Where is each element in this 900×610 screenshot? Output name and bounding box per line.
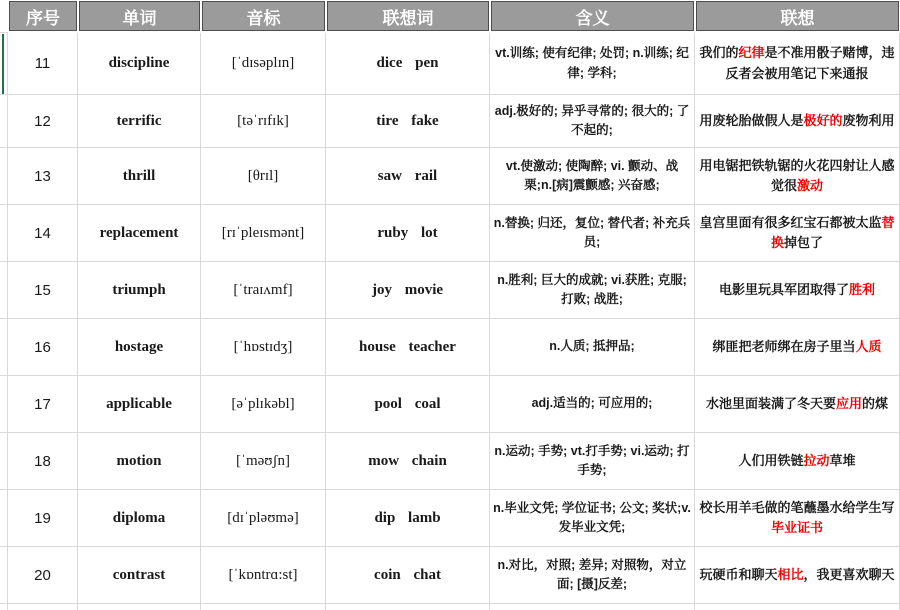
mnemonic-text: 皇宫里面有很多红宝石都被太监 xyxy=(699,214,882,230)
phonetic-cell[interactable]: [ˈhɒstɪdʒ] xyxy=(201,319,326,376)
word-cell[interactable]: contrast xyxy=(78,547,201,604)
mnemonic-segments xyxy=(698,111,896,131)
meaning-text: n.运动; 手势; vt.打手势; vi.运动; 打手势; xyxy=(494,443,690,477)
word-cell[interactable]: applicable xyxy=(78,376,201,433)
mnemonic-text: 废物利用 xyxy=(842,112,895,128)
index-cell[interactable]: 17 xyxy=(8,376,78,433)
mnemonic-segments xyxy=(698,337,896,357)
phonetic-cell[interactable]: [ˈtraɪʌmf] xyxy=(201,262,326,319)
meaning-cell[interactable] xyxy=(490,33,695,95)
word-cell[interactable]: thrill xyxy=(78,148,201,205)
header-cell-phonetic[interactable]: 音标 xyxy=(202,1,325,31)
mnemonic-cell[interactable] xyxy=(695,148,900,205)
mnemonic-cell[interactable] xyxy=(695,490,900,547)
mnemonic-highlight: 极好的 xyxy=(803,112,843,128)
mnemonic-text: 掉包了 xyxy=(784,235,824,250)
meaning-cell[interactable] xyxy=(490,433,695,490)
mnemonic-cell[interactable] xyxy=(695,376,900,433)
mnemonic-cell[interactable] xyxy=(695,319,900,376)
mnemonic-text: 是不准用骰子赌博，违反者会被用笔记下来通报 xyxy=(725,45,895,81)
meaning-cell[interactable] xyxy=(490,148,695,205)
index-cell[interactable]: 14 xyxy=(8,205,78,262)
mnemonic-segments xyxy=(698,394,896,414)
phonetic-cell[interactable]: [θrɪl] xyxy=(201,148,326,205)
mnemonic-text: 草堆 xyxy=(829,452,856,468)
gutter-cell xyxy=(0,205,8,262)
mnemonic-cell[interactable] xyxy=(695,604,900,610)
mnemonic-segments xyxy=(698,280,896,300)
association-word-cell[interactable]: saw rail xyxy=(326,148,490,205)
meaning-cell[interactable] xyxy=(490,490,695,547)
table-row xyxy=(0,433,900,490)
gutter-cell xyxy=(0,604,8,610)
mnemonic-text: 校长用羊毛做的笔蘸墨水给学生写 xyxy=(699,499,895,515)
header-cell-index[interactable]: 序号 xyxy=(9,1,77,31)
mnemonic-highlight: 应用 xyxy=(835,395,862,411)
meaning-cell[interactable] xyxy=(490,319,695,376)
association-word-cell[interactable]: coin chat xyxy=(326,547,490,604)
word-cell[interactable]: motion xyxy=(78,433,201,490)
mnemonic-text: ，我更喜欢聊天 xyxy=(803,566,895,582)
gutter-cell xyxy=(0,148,8,205)
mnemonic-text: 绑匪把老师绑在房子里当 xyxy=(712,338,856,354)
gutter-header-cell xyxy=(0,0,8,33)
meaning-cell[interactable] xyxy=(490,205,695,262)
mnemonic-highlight: 替换 xyxy=(770,214,895,250)
association-word-cell[interactable]: dice pen xyxy=(326,33,490,95)
phonetic-cell[interactable] xyxy=(201,604,326,610)
association-word-cell[interactable]: dip lamb xyxy=(326,490,490,547)
index-cell[interactable]: 15 xyxy=(8,262,78,319)
gutter-cell xyxy=(0,95,8,148)
mnemonic-text: 水池里面装满了冬天要 xyxy=(705,395,836,411)
meaning-cell[interactable] xyxy=(490,95,695,148)
meaning-text: adj.极好的; 异乎寻常的; 很大的; 了不起的; xyxy=(494,103,690,137)
gutter-cell xyxy=(0,433,8,490)
index-cell[interactable]: 12 xyxy=(8,95,78,148)
gutter-cell xyxy=(0,262,8,319)
association-word-cell[interactable]: mow chain xyxy=(326,433,490,490)
mnemonic-segments xyxy=(698,565,896,585)
gutter-cell xyxy=(0,490,8,547)
word-cell[interactable]: hostage xyxy=(78,319,201,376)
word-cell[interactable]: triumph xyxy=(78,262,201,319)
mnemonic-highlight: 人质 xyxy=(855,338,882,354)
mnemonic-highlight: 毕业证书 xyxy=(770,520,823,535)
mnemonic-cell[interactable] xyxy=(695,205,900,262)
meaning-cell[interactable] xyxy=(490,604,695,610)
word-cell[interactable]: replacement xyxy=(78,205,201,262)
association-word-cell[interactable]: house teacher xyxy=(326,319,490,376)
meaning-text: vt.训练; 使有纪律; 处罚; n.训练; 纪律; 学科; xyxy=(495,46,689,80)
gutter-cell xyxy=(0,547,8,604)
meaning-text: n.胜利; 巨大的成就; vi.获胜; 克服; 打败; 战胜; xyxy=(497,272,687,306)
mnemonic-text: 的煤 xyxy=(862,395,889,411)
phonetic-cell[interactable]: [dɪˈpləʊmə] xyxy=(201,490,326,547)
mnemonic-text: 电影里玩具军团取得了 xyxy=(718,281,849,297)
mnemonic-highlight: 激动 xyxy=(797,178,824,193)
mnemonic-segments xyxy=(698,213,896,253)
phonetic-cell[interactable]: [ˈdɪsəplɪn] xyxy=(201,33,326,95)
meaning-cell[interactable] xyxy=(490,376,695,433)
meaning-text: n.毕业文凭; 学位证书; 公文; 奖状;v.发毕业文凭; xyxy=(493,500,691,534)
index-cell[interactable] xyxy=(8,604,78,610)
header-cell-association-word[interactable]: 联想词 xyxy=(327,1,489,31)
word-cell[interactable]: diploma xyxy=(78,490,201,547)
mnemonic-text: 用废轮胎做假人是 xyxy=(699,112,804,128)
mnemonic-text: 人们用铁链 xyxy=(738,452,804,468)
mnemonic-highlight: 纪律 xyxy=(738,45,765,61)
meaning-text: vt.使激动; 使陶醉; vi. 颤动、战栗;n.[病]震颤感; 兴奋感; xyxy=(505,158,679,192)
table-row xyxy=(0,319,900,376)
phonetic-cell[interactable]: [əˈplɪkəbl] xyxy=(201,376,326,433)
word-cell[interactable] xyxy=(78,604,201,610)
mnemonic-segments xyxy=(698,156,896,196)
table-row xyxy=(0,33,900,95)
gutter-cell xyxy=(0,376,8,433)
table-row xyxy=(0,148,900,205)
table-row xyxy=(0,490,900,547)
mnemonic-cell[interactable] xyxy=(695,33,900,95)
phonetic-cell[interactable]: [təˈrɪfɪk] xyxy=(201,95,326,148)
index-cell[interactable]: 19 xyxy=(8,490,78,547)
mnemonic-highlight: 胜利 xyxy=(849,281,876,297)
table-row xyxy=(0,376,900,433)
mnemonic-text: 玩硬币和聊天 xyxy=(699,566,778,582)
phonetic-cell[interactable]: [rɪˈpleɪsmənt] xyxy=(201,205,326,262)
mnemonic-segments xyxy=(698,451,896,471)
mnemonic-segments xyxy=(698,43,896,83)
table-row xyxy=(0,205,900,262)
mnemonic-highlight: 相比 xyxy=(777,566,804,582)
mnemonic-cell[interactable] xyxy=(695,433,900,490)
table-row xyxy=(0,95,900,148)
association-word-cell[interactable]: tire fake xyxy=(326,95,490,148)
word-cell[interactable]: terrific xyxy=(78,95,201,148)
header-cell-meaning[interactable]: 含义 xyxy=(491,1,694,31)
header-cell-mnemonic[interactable]: 联想 xyxy=(696,1,899,31)
mnemonic-text: 我们的 xyxy=(699,45,739,61)
mnemonic-text: 用电锯把铁轨锯的火花四射让人感觉很 xyxy=(699,157,895,193)
mnemonic-cell[interactable] xyxy=(695,262,900,319)
selection-border xyxy=(2,34,4,94)
phonetic-cell[interactable]: [ˈkɒntrɑ:st] xyxy=(201,547,326,604)
meaning-text: n.替换; 归还，复位; 替代者; 补充兵员; xyxy=(493,215,691,249)
index-cell[interactable]: 16 xyxy=(8,319,78,376)
association-word-cell[interactable] xyxy=(326,604,490,610)
table-body xyxy=(0,33,900,604)
mnemonic-highlight: 拉动 xyxy=(803,452,830,468)
mnemonic-segments xyxy=(698,498,896,538)
association-word-cell[interactable]: joy movie xyxy=(326,262,490,319)
meaning-cell[interactable] xyxy=(490,547,695,604)
meaning-text: n.人质; 抵押品; xyxy=(549,339,635,354)
phonetic-cell[interactable]: [ˈməʊʃn] xyxy=(201,433,326,490)
meaning-cell[interactable] xyxy=(490,262,695,319)
gutter-cell xyxy=(0,319,8,376)
table-row xyxy=(0,262,900,319)
partial-next-row xyxy=(0,604,900,610)
table-row xyxy=(0,547,900,604)
association-word-cell[interactable]: ruby lot xyxy=(326,205,490,262)
table-header xyxy=(0,0,900,33)
association-word-cell[interactable]: pool coal xyxy=(326,376,490,433)
index-cell[interactable]: 18 xyxy=(8,433,78,490)
meaning-text: n.对比，对照; 差异; 对照物，对立面; [摄]反差; xyxy=(497,557,687,591)
header-cell-word[interactable]: 单词 xyxy=(79,1,200,31)
word-cell[interactable]: discipline xyxy=(78,33,201,95)
index-cell[interactable]: 20 xyxy=(8,547,78,604)
mnemonic-cell[interactable] xyxy=(695,547,900,604)
index-cell[interactable]: 13 xyxy=(8,148,78,205)
meaning-text: adj.适当的; 可应用的; xyxy=(531,396,653,411)
mnemonic-cell[interactable] xyxy=(695,95,900,148)
index-cell[interactable]: 11 xyxy=(8,33,78,95)
